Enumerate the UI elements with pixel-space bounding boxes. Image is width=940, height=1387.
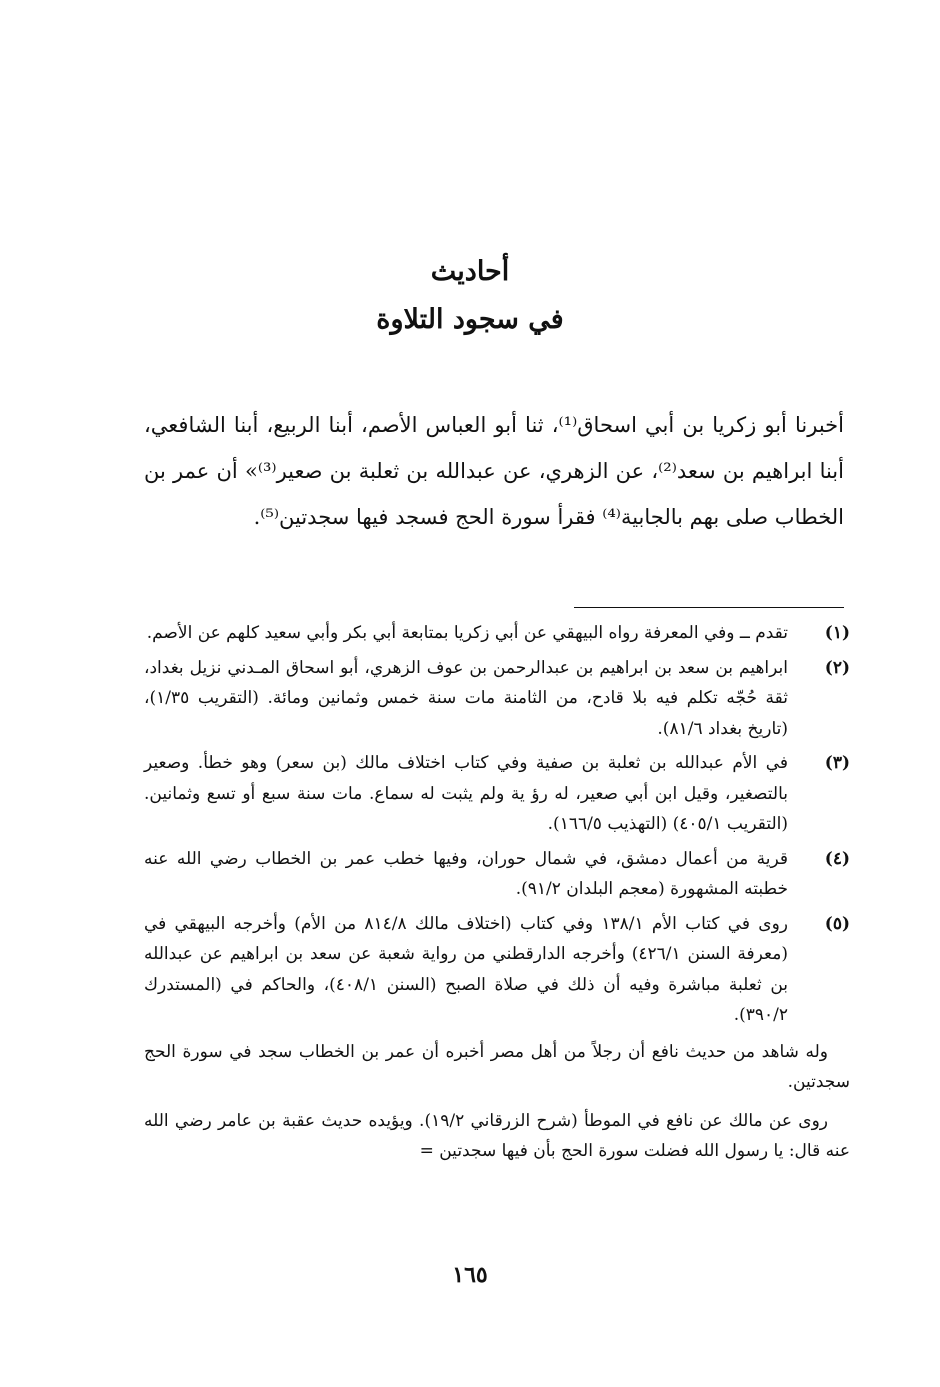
footnote-item [144, 844, 850, 905]
footnote-number: (٤) [824, 848, 850, 869]
footnote-text: تقدم ــ وفي المعرفة رواه البيهقي عن أبي زكريا بمتابعة أبي بكر وأبي سعيد كلهم عن الأصم. [146, 623, 788, 643]
heading-line-2: في سجود التلاوة [376, 304, 564, 335]
footnote-item [144, 653, 850, 745]
footnote-item [144, 909, 850, 1031]
footnote-continuation: روى عن مالك عن نافع في الموطأ (شرح الزرقاني ١٩/٢). ويؤيده حديث عقبة بن عامر رضي الله عنه قال: يا رسول الله فضلت سورة الحج بأن فيها سجدتين = [144, 1110, 850, 1161]
footnote-text: روى في كتاب الأم ١٣٨/١ وفي كتاب (اختلاف مالك ٨١٤/٨ من الأم) وأخرجه البيهقي في (معرفة السنن ٤٢٦/١) وأخرجه الدارقطني من رواية شعبة عن سعد بن ابراهيم عن عبدالله بن ثعلبة مباشرة وفيه أن ذلك في صلاة الصبح (السنن ٤٠٨/١)، والحاكم في (المستدرك ٣٩٠/٢). [144, 913, 788, 1025]
footnote-text: قرية من أعمال دمشق، في شمال حوران، وفيها خطب عمر بن الخطاب رضي الله عنه خطبته المشهورة (معجم البلدان ٩١/٢). [144, 848, 788, 899]
main-hadith-text: أخبرنا أبو زكريا بن أبي اسحاق⁽¹⁾، ثنا أبو العباس الأصم، أبنا الربيع، أبنا الشافعي، أبنا ابراهيم بن سعد⁽²⁾، عن الزهري، عن عبدالله بن ثعلبة بن صعير⁽³⁾» أن عمر بن الخطاب صلى بهم بالجابية⁽⁴⁾ فقرأ سورة الحج فسجد فيها سجدتين⁽⁵⁾. [144, 413, 844, 529]
footnote-item [144, 748, 850, 840]
footnote-text: ابراهيم بن سعد بن ابراهيم بن عبدالرحمن بن عوف الزهري، أبو اسحاق المـدني نزيل بغداد، ثقة حُجّه تكلم فيه بلا قادح، من الثامنة مات سنة خمس وثمانين ومائة. (التقريب ١/٣٥)، (تاريخ بغداد ٨١/٦). [144, 657, 788, 739]
footnote-item [144, 618, 850, 649]
footnote-number: (٥) [824, 913, 850, 934]
footnote-number: (٣) [824, 753, 850, 773]
page-number: ١٦٥ [452, 1262, 488, 1288]
footnote-number: (١) [824, 623, 850, 643]
chapter-heading [0, 248, 940, 344]
footnote-number: (٢) [824, 657, 850, 678]
footnote-continuation: وله شاهد من حديث نافع أن رجلاً من أهل مصر أخبره أن عمر بن الخطاب سجد في سورة الحج سجدتين. [144, 1041, 850, 1092]
heading-line-1: أحاديث [430, 256, 510, 287]
footnote-text: في الأم عبدالله بن ثعلبة بن صفية وفي كتاب اختلاف مالك (بن سعر) وهو خطأ. وصعير بالتصغير، وقيل ابن أبي صعير، له رؤ ية ولم يثبت له سماع. مات سنة سبع أو تسع وثمانين. (التقريب ٤٠٥/١) (التهذيب ١٦٦/٥). [144, 753, 788, 834]
footnote-separator [574, 607, 844, 608]
footnotes-section [144, 618, 850, 1175]
